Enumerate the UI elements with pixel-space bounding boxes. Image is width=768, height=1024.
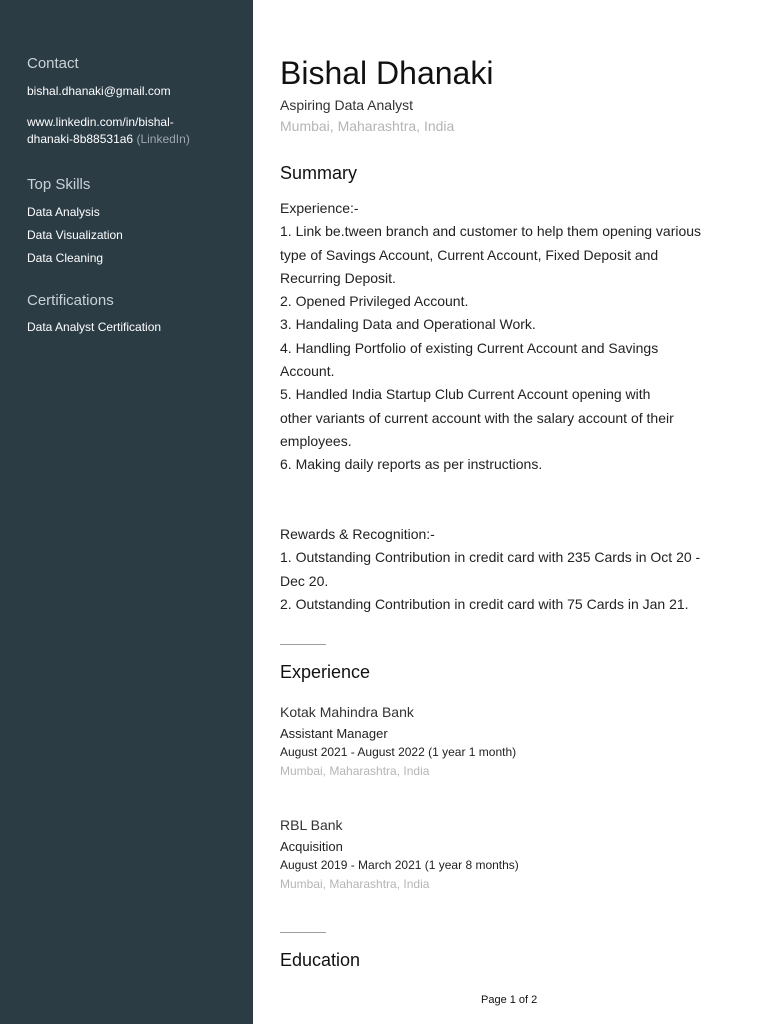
summary-line: 3. Handaling Data and Operational Work. [280,316,536,333]
email-link[interactable]: bishal.dhanaki@gmail.com [27,84,171,98]
summary-line: Recurring Deposit. [280,269,396,286]
sidebar [0,0,253,1024]
job-location: Mumbai, Maharashtra, India [280,877,430,891]
linkedin-url-line1: www.linkedin.com/in/bishal- [27,115,174,129]
rewards-line: Rewards & Recognition:- [280,526,435,542]
summary-line: 6. Making daily reports as per instructions. [280,456,543,473]
certification-item: Data Analyst Certification [27,320,162,334]
summary-line: 1. Link be.tween branch and customer to help them opening various [280,223,702,240]
section-divider [280,932,326,933]
summary-line: 4. Handling Portfolio of existing Current Account and Savings [280,339,659,356]
skill-item: Data Cleaning [27,251,104,265]
summary-line: Experience:- [280,200,359,216]
section-divider [280,644,326,645]
rewards-line: 1. Outstanding Contribution in credit card with 235 Cards in Oct 20 - [280,549,701,566]
summary-line: 5. Handled India Startup Club Current Account opening with [280,386,651,403]
job-dates: August 2019 - March 2021 (1 year 8 months) [280,858,519,872]
rewards-line: 2. Outstanding Contribution in credit card with 75 Cards in Jan 21. [280,595,689,612]
certifications-heading: Certifications [27,292,114,309]
profile-name: Bishal Dhanaki [280,55,494,91]
linkedin-url-part2: dhanaki-8b88531a6 [27,132,134,146]
page-number: Page 1 of 2 [481,994,538,1006]
summary-line: 2. Opened Privileged Account. [280,293,469,310]
skill-item: Data Analysis [27,205,100,219]
summary-rewards-text [280,523,740,616]
summary-line: employees. [280,432,352,449]
linkedin-link[interactable] [27,114,190,148]
summary-line: Account. [280,363,335,380]
summary-line: other variants of current account with the salary account of their [280,409,674,426]
skill-item: Data Visualization [27,228,123,242]
job-dates: August 2021 - August 2022 (1 year 1 month) [280,745,517,759]
linkedin-url-line2 [27,131,190,148]
top-skills-heading: Top Skills [27,176,91,193]
job-role: Assistant Manager [280,726,388,741]
summary-heading: Summary [280,163,358,183]
job-location: Mumbai, Maharashtra, India [280,764,430,778]
rewards-line: Dec 20. [280,572,329,589]
job-company: RBL Bank [280,817,343,833]
education-heading: Education [280,950,361,970]
job-role: Acquisition [280,839,343,854]
linkedin-label: (LinkedIn) [136,132,190,146]
contact-heading: Contact [27,55,79,72]
summary-line: type of Savings Account, Current Account, Fixed Deposit and [280,246,659,263]
profile-location: Mumbai, Maharashtra, India [280,118,455,134]
profile-headline: Aspiring Data Analyst [280,97,414,113]
summary-experience-text [280,197,740,477]
experience-heading: Experience [280,662,371,682]
job-company: Kotak Mahindra Bank [280,704,414,720]
